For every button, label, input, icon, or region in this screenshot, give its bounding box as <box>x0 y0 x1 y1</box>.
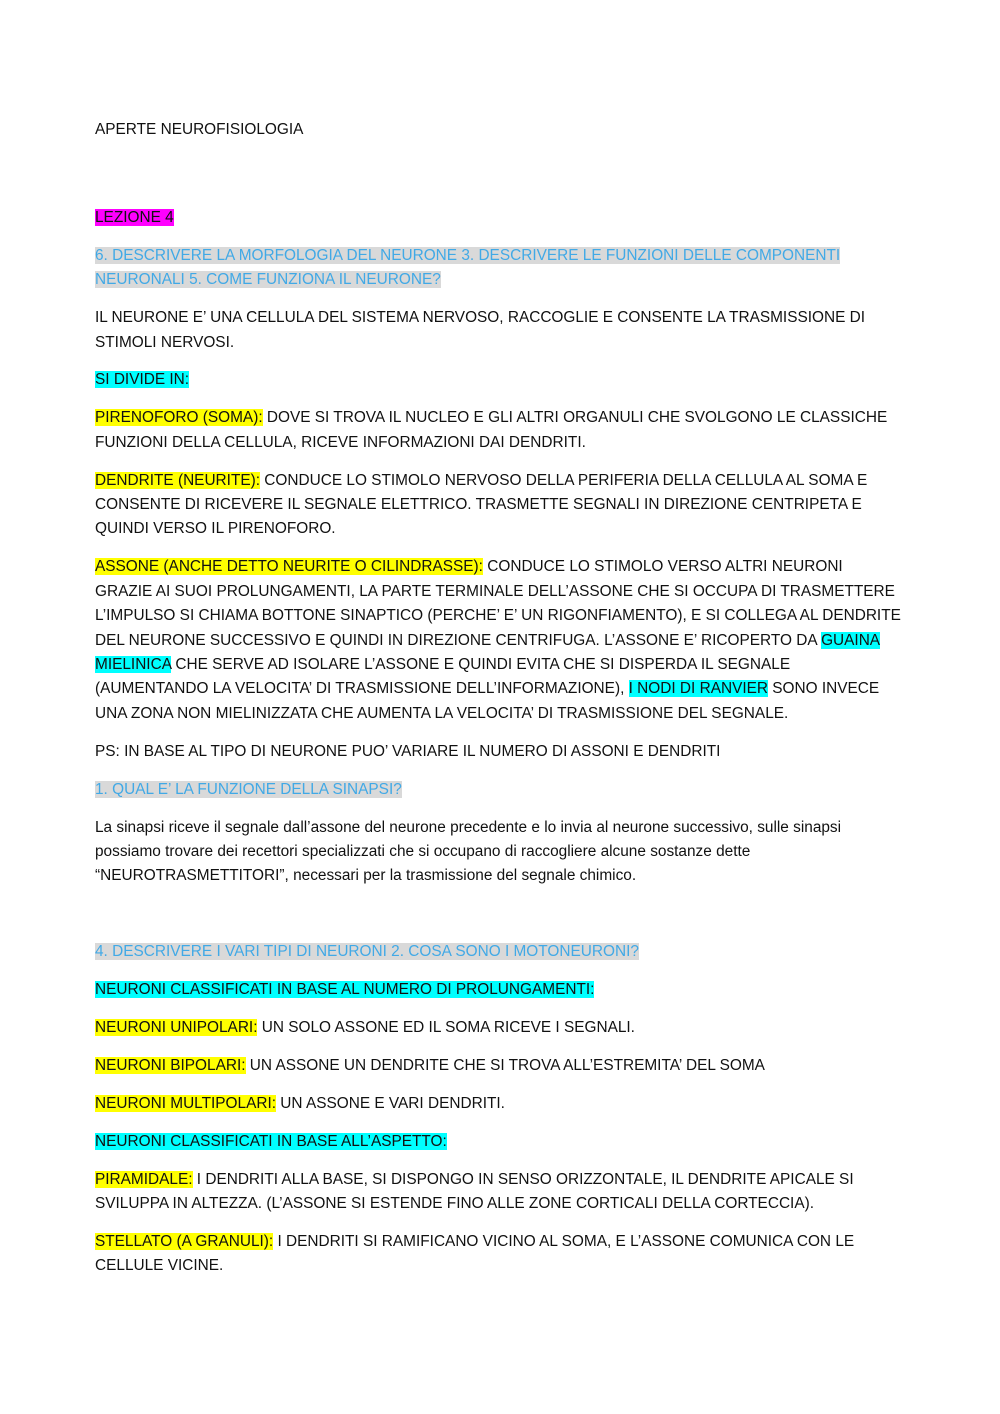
section1-question <box>95 244 904 293</box>
classification-heading-aspetto: NEURONI CLASSIFICATI IN BASE ALL’ASPETTO: <box>95 1132 447 1150</box>
unipolari-paragraph: NEURONI UNIPOLARI: UN SOLO ASSONE ED IL SOMA RICEVE I SEGNALI. <box>95 1019 635 1037</box>
bipolari-term: NEURONI BIPOLARI: <box>95 1056 246 1074</box>
spacer <box>95 902 904 940</box>
question-text: 1. QUAL E’ LA FUNZIONE DELLA SINAPSI? <box>95 780 402 798</box>
guaina-mielinica-term: GUAINA MIELINICA <box>95 631 881 673</box>
classification-heading-prolungamenti: NEURONI CLASSIFICATI IN BASE AL NUMERO DI PROLUNGAMENTI: <box>95 981 595 999</box>
assone-term: ASSONE (ANCHE DETTO NEURITE O CILINDRASSE): <box>95 558 483 576</box>
bipolari-paragraph: NEURONI BIPOLARI: UN ASSONE UN DENDRITE CHE SI TROVA ALL’ESTREMITA’ DEL SOMA <box>95 1056 765 1074</box>
pirenoforo-text: DOVE SI TROVA IL NUCLEO E GLI ALTRI ORGANULI CHE SVOLGONO LE CLASSICHE FUNZIONI DELLA CELLULA, RICEVE INFORMAZIONI DAI DENDRITI. <box>95 409 888 451</box>
document-title: APERTE NEUROFISIOLOGIA <box>95 121 304 138</box>
lesson-label: LEZIONE 4 <box>95 208 174 226</box>
assone-text-1: CONDUCE LO STIMOLO VERSO ALTRI NEURONI GRAZIE AI SUOI PROLUNGAMENTI, LA PARTE TERMINALE DELL’ASSONE CHE SI OCCUPA DI TRASMETTERE L’IMPULSO SI CHIAMA BOTTONE SINAPTICO (PERCHE’ E’ UN RIGONFIAMENTO), E SI COLLEGA AL DENDRITE DEL NEURONE SUCCESSIVO E QUINDI IN DIREZIONE CENTRIFUGA. L’ASSONE E’ RICOPERTO DA <box>95 558 901 649</box>
divide-label: SI DIVIDE IN: <box>95 371 190 389</box>
dendrite-term: DENDRITE (NEURITE): <box>95 471 261 489</box>
stellato-paragraph: STELLATO (A GRANULI): I DENDRITI SI RAMIFICANO VICINO AL SOMA, E L’ASSONE COMUNICA CON LE CELLULE VICINE. <box>95 1233 855 1275</box>
assone-text-3: SONO INVECE UNA ZONA NON MIELINIZZATA CHE AUMENTA LA VELOCITA’ DI TRASMISSIONE DEL SEGNALE. <box>95 680 880 722</box>
nodi-ranvier-term: I NODI DI RANVIER <box>628 680 769 698</box>
pirenoforo-term: PIRENOFORO (SOMA): <box>95 409 263 427</box>
piramidale-paragraph: PIRAMIDALE: I DENDRITI ALLA BASE, SI DISPONGO IN SENSO ORIZZONTALE, IL DENDRITE APICALE SI SVILUPPA IN ALTEZZA. (L’ASSONE SI ESTENDE FINO ALLE ZONE CORTICALI DELLA CORTECCIA). <box>95 1170 854 1213</box>
neurone-intro: IL NEURONE E’ UNA CELLULA DEL SISTEMA NERVOSO, RACCOGLIE E CONSENTE LA TRASMISSIONE DI STIMOLI NERVOSI. <box>95 309 866 351</box>
assone-text-2: CHE SERVE AD ISOLARE L’ASSONE E QUINDI EVITA CHE SI DISPERDA IL SEGNALE (AUMENTANDO LA VELOCITA’ DI TRASMISSIONE DELL’INFORMAZIONE), <box>95 656 791 698</box>
lesson-heading <box>95 206 904 230</box>
piramidale-term: PIRAMIDALE: <box>95 1170 193 1188</box>
multipolari-paragraph: NEURONI MULTIPOLARI: UN ASSONE E VARI DENDRITI. <box>95 1094 505 1112</box>
ps-note: PS: IN BASE AL TIPO DI NEURONE PUO’ VARIARE IL NUMERO DI ASSONI E DENDRITI <box>95 742 721 760</box>
stellato-term: STELLATO (A GRANULI): <box>95 1233 274 1250</box>
assone-paragraph <box>95 555 904 726</box>
dendrite-paragraph <box>95 469 904 542</box>
question-text: 4. DESCRIVERE I VARI TIPI DI NEURONI 2. COSA SONO I MOTONEURONI? <box>95 943 639 961</box>
pirenoforo-paragraph <box>95 406 904 455</box>
section2-question <box>95 778 904 802</box>
unipolari-term: NEURONI UNIPOLARI: <box>95 1019 258 1037</box>
spacer <box>95 156 904 206</box>
question-text: 6. DESCRIVERE LA MORFOLOGIA DEL NEURONE 3. DESCRIVERE LE FUNZIONI DELLE COMPONENTI NEURONALI 5. COME FUNZIONA IL NEURONE? <box>95 246 841 289</box>
multipolari-term: NEURONI MULTIPOLARI: <box>95 1094 277 1112</box>
dendrite-text: CONDUCE LO STIMOLO NERVOSO DELLA PERIFERIA DELLA CELLULA AL SOMA E CONSENTE DI RICEVERE IL SEGNALE ELETTRICO. TRASMETTE SEGNALI IN DIREZIONE CENTRIPETA E QUINDI VERSO IL PIRENOFORO. <box>95 471 868 538</box>
divide-heading <box>95 368 904 392</box>
section3-question <box>95 940 904 964</box>
sinapsi-paragraph: La sinapsi riceve il segnale dall’assone del neurone precedente e lo invia al neurone successivo, sulle sinapsi possiamo trovare dei recettori specializzati che si occupano di raccogliere alcune sostanze dette “NEUROTRASMETTITORI”, necessari per la trasmissione del segnale chimico. <box>95 818 842 885</box>
